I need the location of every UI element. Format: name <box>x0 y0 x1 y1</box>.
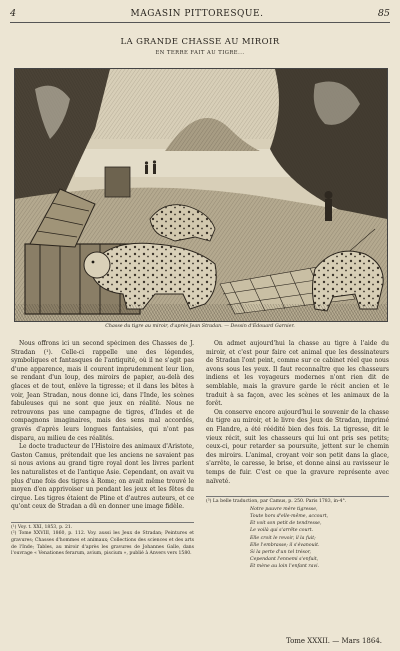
verse-line: Cependant l'ennemi s'enfuit, <box>250 557 319 563</box>
verse-line: Toute hors d'elle-même, accourt, <box>250 513 329 519</box>
footnote: (¹) Voy. t. XXI, 1853, p. 21. <box>11 524 73 530</box>
verse-line: Elle l'embrasse; il s'évanouit. <box>250 542 320 548</box>
engraving-illustration <box>14 68 388 322</box>
paragraph: Le docte traducteur de l'Histoire des animaux d'Aristote, Gaston Camus, prétendait que les anciens ne savaient pas si nous avions au grand tigre royal dont les livres parlent les naturalistes et de l'antique Asie. Cependant, on avait vu plus d'une fois des tigres à Rome; on avait même trouvé le moyen d'en apprivoiser un pendant les jeux et les fêtes du cirque. Les tigres étaient de Pline et d'autres auteurs, et ce qu'ont ceux de Stradan a dû en donner une image fidèle. <box>11 443 194 511</box>
paragraph: Nous offrons ici un second spécimen des Chasses de J. Stradan (¹). Celle-ci rappelle une des légendes, symboliques et fantasques de l'antiquité, où il ne s'agit pas d'une apparence, mais il courent imprudemment leur lion, se rendant d'un loup, des miroirs de papier, au-delà des glaces et de tout, enlève la tigresse; et il dans les bêtes à voir, Jean Stradan, nous donne ici, dans l'Inde, les scènes fabuleuses qui ne sont que jeux en réalité. Nous ne retrouvons pas une campagne de tigres, d'Indes et de compagnons imaginaires, mais des sens mal accordés, gravés d'après leurs longues fantaisies, qui n'ont pas disparu, au milieu de ces réalités. <box>11 340 194 442</box>
column-left <box>11 340 194 640</box>
article-subtitle: EN TERRE FAIT AU TIGRE... <box>155 50 245 56</box>
footnote: (³) La belle traduction, par Camus, p. 250. Paris 1783, in-4°. <box>206 499 347 505</box>
magazine-title: MAGASIN PITTORESQUE. <box>130 8 264 19</box>
footnotes-right <box>206 496 389 506</box>
column-right <box>206 340 389 640</box>
paragraph: On admet aujourd'hui la chasse au tigre à l'aide du miroir, et c'est pour faire cet animal que les dessinateurs de Stradan l'ont peint, comme sur ce cabinet réel que nous avons sous les yeux. Il faut reconnaître que les chasseurs indiens et les voyageurs modernes n'ont rien dit de semblable, mais la gravure garde le récit ancien et le traduit à sa façon, avec les scènes et les animaux de la forêt. <box>206 340 389 408</box>
footnote: (²) Tome XXVIII, 1860, p. 112. Voy. aussi les Jeux de Stradan; Peintures et gravures; Chasses d'hommes et animaux; Collections des sciences et des arts de l'Inde; Tables, au miroir d'après les gravures de Johannes Galle, dans l'ouvrage « Venationes ferarum, avium, piscium », publié à Anvers vers 1580. <box>11 531 194 557</box>
article-title: LA GRANDE CHASSE AU MIROIR <box>120 37 280 47</box>
footnotes-left <box>11 522 194 558</box>
tiger-hunt-engraving <box>15 69 387 321</box>
verse-line: Et voit son petit de tendresse, <box>250 521 322 527</box>
verse-line: Notre pauvre mère tigresse, <box>250 506 318 512</box>
right-page-number: 85 <box>377 8 390 19</box>
verse-quote <box>250 506 389 571</box>
page-header <box>10 5 390 23</box>
paragraph: On conserve encore aujourd'hui le souvenir de la chasse du tigre au miroir, et le livre des Jeux de Stradan, imprimé en Flandre, a été réédité bien des fois. La tigresse, dit le vieux récit, suit les chasseurs qui lui ont pris ses petits; ceux-ci, pour retarder sa poursuite, jettent sur le chemin des miroirs. L'animal, croyant voir son petit dans la glace, s'arrête, le caresse, le brise, et donne ainsi au ravisseur le temps de fuir. C'est ce que la gravure représente avec naïveté. <box>206 408 389 485</box>
verse-line: Elle croit le revoir, il la fuit; <box>250 535 316 541</box>
verse-line: Le voilà qui s'arrête court. <box>250 528 314 534</box>
verse-line: Et mène au loin l'enfant ravi. <box>250 564 320 570</box>
left-page-number: 4 <box>10 8 17 19</box>
page-signature: Tome XXXII. — Mars 1864. <box>285 637 382 645</box>
illustration-caption: Chasse du tigre au miroir, d'après Jean Stradan. — Dessin d'Édouard Garnier. <box>105 324 295 329</box>
verse-line: Si la perte d'un tel trésor, <box>250 549 311 555</box>
